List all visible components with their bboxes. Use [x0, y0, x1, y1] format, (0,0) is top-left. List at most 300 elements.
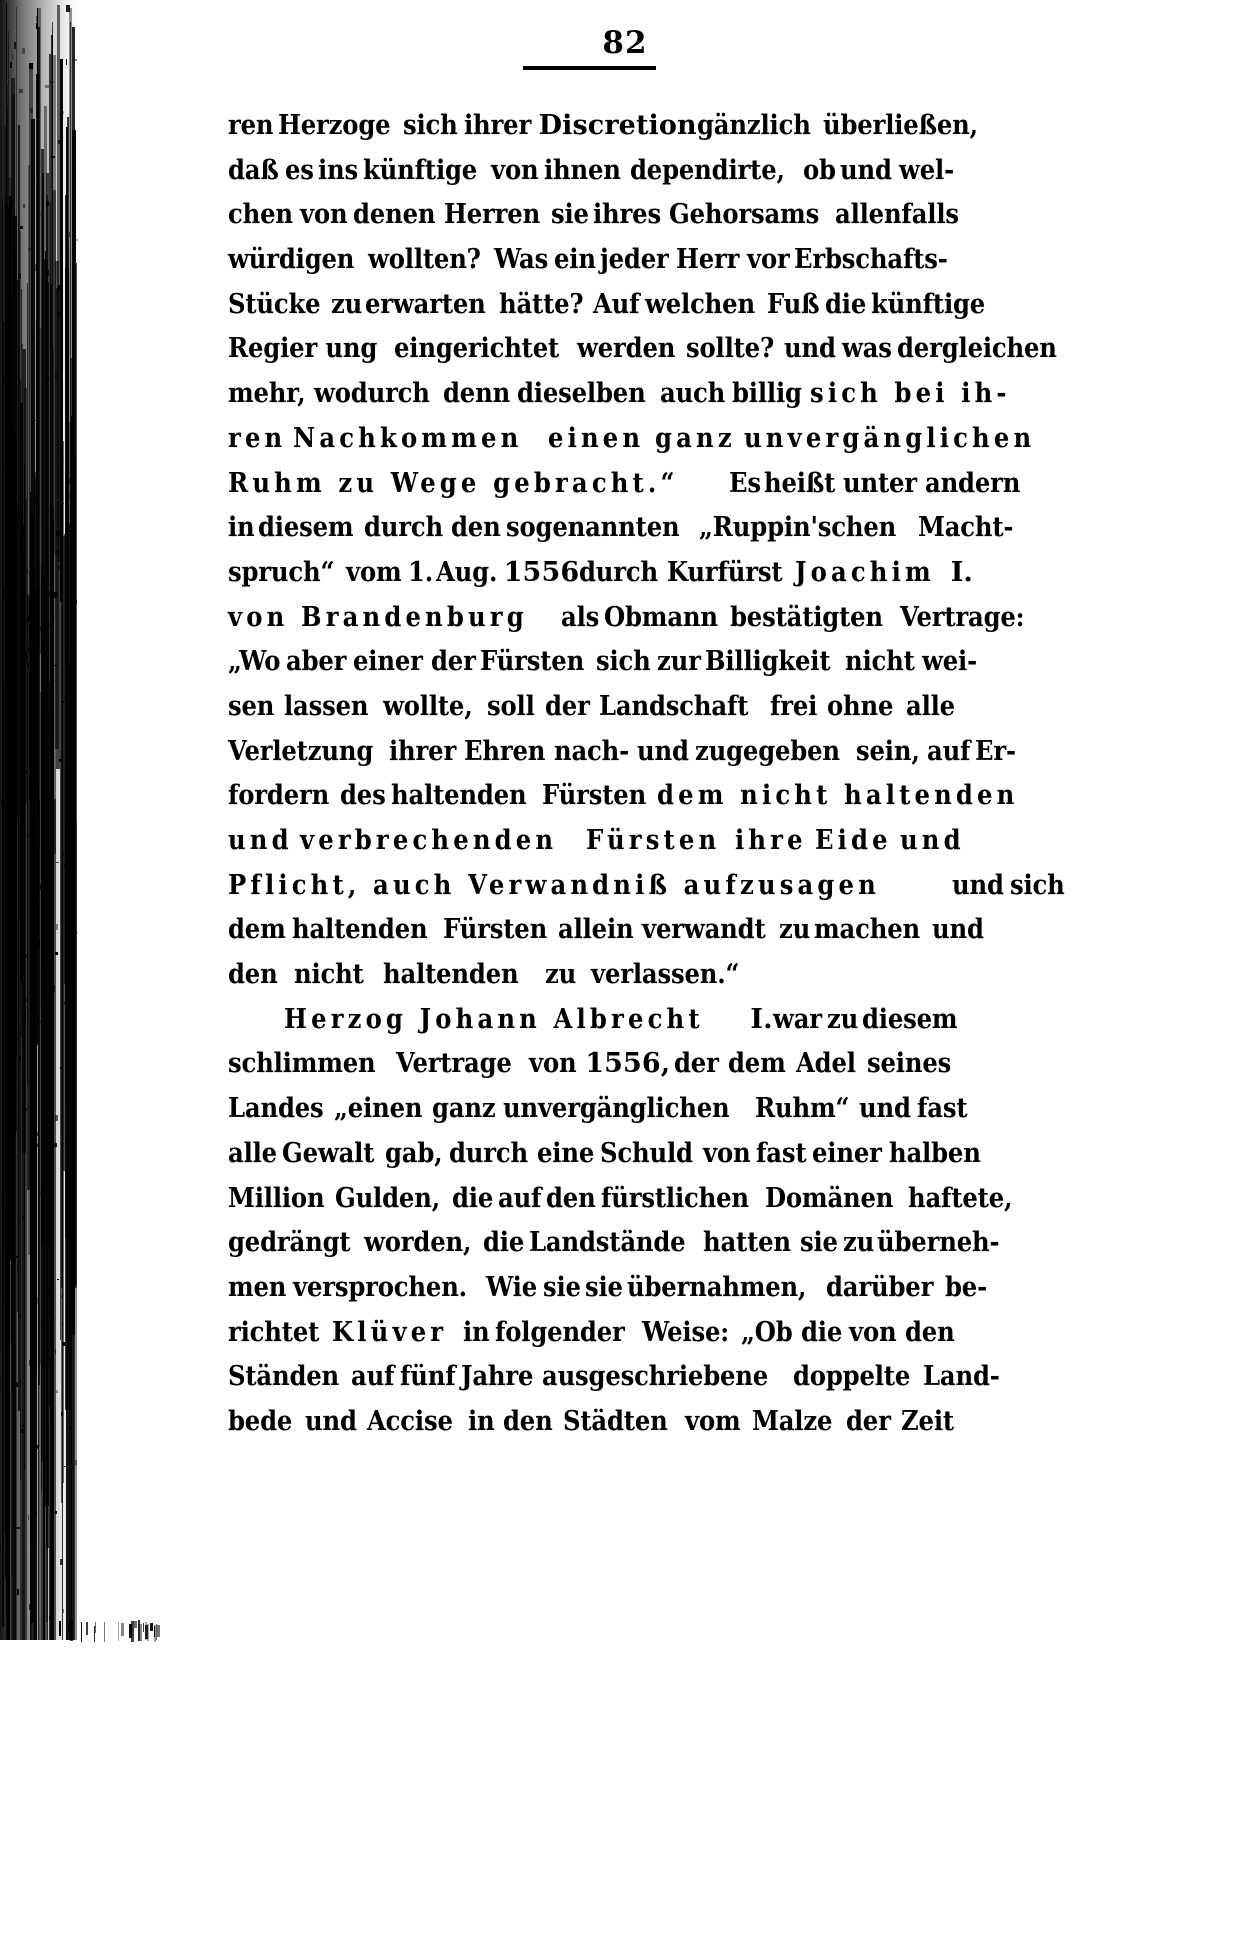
fraktur-run: lassen	[284, 690, 369, 722]
fraktur-run: Fürsten	[541, 780, 646, 812]
gutter-shadow	[0, 0, 78, 1640]
gutter-speckle	[36, 688, 37, 689]
gutter-speckle	[3, 525, 5, 530]
gutter-speckle	[61, 1295, 63, 1298]
fraktur-run: als	[561, 601, 600, 633]
fraktur-run: zur	[656, 646, 701, 678]
text-line	[228, 417, 1036, 462]
gutter-speckle	[10, 389, 14, 395]
gutter-speckle	[61, 701, 64, 703]
fraktur-run: in	[228, 512, 255, 544]
gutter-speckle	[26, 834, 29, 836]
emphasis-run: Ruhm zu Wege gebracht.“	[228, 467, 679, 499]
emphasis-run: Herzog Johann Albrecht	[284, 1003, 704, 1035]
gutter-speckle	[26, 999, 29, 1003]
fraktur-run: Fuß	[767, 288, 820, 320]
gutter-speckle	[22, 1119, 25, 1121]
gutter-speckle	[33, 1512, 36, 1516]
gutter-speckle	[73, 599, 77, 604]
fraktur-run: und	[931, 914, 984, 946]
gutter-speckle	[32, 1077, 36, 1081]
gutter-speckle	[49, 1122, 52, 1128]
fraktur-run: Verletzung	[228, 735, 374, 767]
fraktur-run: Million	[228, 1182, 325, 1214]
fraktur-run: den	[545, 1182, 596, 1214]
gutter-speckle	[26, 653, 27, 659]
gutter-speckle	[39, 214, 42, 216]
emphasis-run: Eide	[814, 825, 892, 856]
fraktur-run: hatten	[702, 1227, 791, 1259]
gutter-speckle	[28, 248, 32, 251]
fraktur-run: hätte?	[499, 288, 584, 320]
text-line	[228, 283, 986, 328]
fraktur-run: auf	[351, 1361, 395, 1393]
text-line	[228, 998, 960, 1043]
fraktur-run: dependirte,	[630, 154, 786, 186]
fraktur-run: gedrängt	[228, 1227, 351, 1259]
fraktur-run: aber	[286, 646, 347, 678]
gutter-speckle	[46, 1466, 49, 1472]
gutter-speckle	[31, 870, 33, 876]
text-line	[228, 774, 1019, 819]
fraktur-run: Domänen	[765, 1182, 894, 1214]
gutter-speckle	[9, 790, 11, 794]
gutter-speckle	[33, 1600, 35, 1601]
emphasis-run: und	[228, 825, 293, 856]
fraktur-run: Gulden,	[335, 1182, 441, 1214]
fraktur-run: auf	[497, 1182, 541, 1214]
gutter-speckle	[72, 485, 75, 490]
gutter-speckle	[59, 759, 61, 762]
gutter-speckle	[2, 377, 5, 384]
gutter-speckle	[44, 1307, 45, 1314]
gutter-speckle	[49, 584, 53, 587]
fraktur-run: zu	[330, 288, 362, 320]
gutter-speckle	[22, 1425, 25, 1428]
gutter-speckle	[5, 738, 8, 741]
fraktur-run: von	[300, 199, 348, 231]
fraktur-run: haltenden	[292, 914, 428, 946]
gutter-speckle	[23, 204, 25, 209]
gutter-speckle	[16, 755, 18, 760]
gutter-speckle	[5, 884, 7, 888]
emphasis-run: Pflicht, auch Verwandniß aufzusagen	[228, 869, 880, 901]
gutter-speckle	[63, 503, 65, 504]
emphasis-run: dem nicht haltenden	[657, 780, 1019, 812]
gutter-speckle	[49, 735, 52, 740]
gutter-streak	[150, 1623, 153, 1631]
text-line	[228, 1132, 982, 1177]
gutter-speckle	[73, 1091, 75, 1097]
fraktur-run: Ehren	[463, 735, 546, 767]
fraktur-run: durch	[363, 512, 443, 544]
gutter-speckle	[51, 757, 55, 758]
gutter-speckle	[64, 696, 66, 698]
gutter-speckle	[73, 462, 75, 468]
fraktur-run: verwandt	[642, 914, 766, 946]
text-line	[228, 551, 973, 596]
fraktur-run: und	[952, 869, 1005, 901]
gutter-speckle	[19, 89, 23, 93]
fraktur-run: Regier ung	[228, 333, 378, 365]
fraktur-run: machen	[813, 914, 920, 946]
emphasis-run: einen	[547, 422, 644, 454]
gutter-streak	[157, 1625, 160, 1637]
gutter-speckle	[11, 248, 13, 254]
gutter-streak	[134, 1621, 137, 1628]
gutter-speckle	[3, 1300, 7, 1305]
gutter-streak	[59, 1621, 62, 1637]
gutter-speckle	[66, 142, 68, 149]
gutter-speckle	[16, 1527, 20, 1528]
gutter-speckle	[70, 748, 71, 751]
gutter-speckle	[2, 718, 4, 721]
fraktur-run: nicht	[294, 959, 365, 991]
fraktur-run: Kurfürst	[667, 556, 783, 588]
gutter-speckle	[57, 312, 60, 316]
gutter-speckle	[8, 1001, 9, 1007]
fraktur-run: fast	[916, 1093, 968, 1125]
text-line	[228, 1266, 988, 1311]
gutter-speckle	[20, 226, 23, 229]
fraktur-run: Macht‐	[918, 512, 1014, 544]
gutter-speckle	[45, 85, 49, 88]
fraktur-run: welchen	[644, 288, 755, 320]
text-line	[228, 1177, 1012, 1222]
fraktur-run: Adel	[796, 1048, 856, 1080]
fraktur-run: bede	[228, 1405, 293, 1437]
fraktur-run: einer	[811, 1137, 882, 1169]
fraktur-run: sie	[584, 1271, 623, 1303]
gutter-speckle	[57, 1279, 59, 1281]
gutter-speckle	[17, 731, 18, 733]
text-line	[228, 1400, 960, 1445]
gutter-speckle	[32, 620, 34, 622]
gutter-speckle	[6, 949, 9, 950]
text-line	[228, 1355, 1000, 1400]
gutter-speckle	[33, 846, 34, 851]
gutter-speckle	[67, 1139, 68, 1145]
fraktur-run: zu	[842, 1227, 874, 1259]
gutter-speckle	[71, 1115, 73, 1117]
emphasis-run: ihre	[734, 825, 807, 856]
fraktur-run: doppelte	[792, 1361, 910, 1393]
fraktur-run: den	[904, 1316, 955, 1348]
gutter-speckle	[21, 592, 25, 598]
fraktur-run: „Wo	[228, 646, 281, 678]
fraktur-run: Aug.	[435, 556, 497, 588]
gutter-speckle	[15, 1382, 18, 1388]
gutter-speckle	[47, 377, 49, 381]
gutter-speckle	[75, 239, 78, 240]
gutter-speckle	[35, 1132, 39, 1136]
gutter-streak	[86, 1622, 89, 1635]
fraktur-run: sich	[595, 646, 651, 678]
gutter-speckle	[66, 59, 68, 65]
fraktur-run: Zeit	[901, 1405, 955, 1437]
fraktur-run: die	[451, 1182, 493, 1214]
gutter-speckle	[15, 774, 17, 779]
gutter-speckle	[58, 140, 61, 144]
fraktur-run: spruch“	[228, 556, 335, 588]
gutter-streak	[147, 1624, 149, 1641]
fraktur-run: Malze	[751, 1405, 832, 1437]
gutter-speckle	[65, 960, 66, 964]
gutter-speckle	[16, 511, 20, 516]
gutter-speckle	[2, 829, 4, 835]
fraktur-run: Billigkeit	[705, 646, 831, 678]
gutter-speckle	[68, 494, 71, 498]
gutter-speckle	[60, 1559, 63, 1565]
fraktur-run: haltenden	[391, 780, 527, 812]
fraktur-run: allein	[558, 914, 634, 946]
text-line	[228, 1311, 960, 1356]
gutter-speckle	[55, 1511, 57, 1514]
gutter-speckle	[29, 1360, 32, 1366]
gutter-speckle	[71, 757, 73, 758]
fraktur-run: sich	[1009, 869, 1065, 901]
gutter-streak	[95, 1622, 96, 1634]
gutter-speckle	[22, 953, 26, 958]
fraktur-run: den	[451, 512, 501, 544]
scan-gutter-artifact	[0, 0, 78, 1640]
gutter-speckle	[75, 932, 78, 933]
fraktur-run: in	[468, 1405, 495, 1437]
antiqua-run: I.	[950, 556, 973, 588]
fraktur-run: von	[703, 1137, 751, 1169]
gutter-speckle	[53, 1143, 57, 1147]
gutter-speckle	[30, 1268, 31, 1272]
fraktur-run: Er‐	[974, 735, 1016, 767]
fraktur-run: halben	[889, 1137, 982, 1169]
fraktur-run: wodurch	[314, 378, 430, 410]
gutter-speckle	[32, 484, 34, 488]
fraktur-run: zu	[779, 914, 811, 946]
text-line	[228, 462, 1021, 507]
gutter-speckle	[31, 230, 32, 235]
fraktur-run: und	[859, 1093, 912, 1125]
gutter-speckle	[40, 626, 43, 631]
fraktur-run: Wie	[486, 1271, 538, 1303]
fraktur-run: wollte,	[382, 690, 473, 722]
gutter-speckle	[42, 215, 43, 218]
fraktur-run: die	[483, 1227, 525, 1259]
fraktur-run: zu	[545, 959, 577, 991]
fraktur-run: chen	[228, 199, 293, 231]
header-rule	[523, 66, 656, 70]
emphasis-run: verbrechenden	[299, 825, 558, 856]
gutter-speckle	[10, 62, 12, 69]
fraktur-run: seines	[866, 1048, 951, 1080]
gutter-streak	[121, 1623, 124, 1636]
gutter-speckle	[61, 1412, 62, 1417]
fraktur-run: eingerichtet	[393, 333, 559, 365]
gutter-speckle	[52, 985, 55, 991]
gutter-speckle	[2, 620, 4, 623]
gutter-speckle	[41, 1061, 44, 1063]
gutter-speckle	[7, 1043, 9, 1045]
antiqua-run: I.	[750, 1003, 773, 1035]
gutter-speckle	[50, 1293, 51, 1297]
fraktur-run: künftige	[363, 154, 478, 186]
gutter-speckle	[17, 1589, 18, 1596]
gutter-speckle	[12, 1291, 15, 1296]
gutter-speckle	[18, 292, 20, 297]
fraktur-run: fürstlichen	[600, 1182, 749, 1214]
gutter-speckle	[44, 848, 45, 849]
fraktur-run: Herr	[676, 244, 740, 276]
emphasis-run: ren	[228, 422, 287, 454]
fraktur-run: sie	[542, 1271, 581, 1303]
gutter-speckle	[50, 81, 53, 83]
fraktur-run: heißt	[764, 467, 836, 499]
gutter-speckle	[61, 458, 64, 459]
fraktur-run: Auf	[593, 288, 640, 320]
fraktur-run: darüber	[826, 1271, 934, 1303]
text-line	[228, 506, 1014, 551]
gutter-speckle	[38, 939, 40, 946]
gutter-speckle	[1, 1195, 4, 1199]
gutter-speckle	[16, 1040, 17, 1046]
gutter-speckle	[62, 1322, 63, 1327]
fraktur-run: in	[462, 1316, 490, 1348]
fraktur-run: es	[285, 154, 314, 186]
gutter-speckle	[56, 924, 59, 931]
gutter-speckle	[39, 162, 41, 163]
fraktur-run: zugegeben	[695, 735, 840, 767]
fraktur-run: Vertrage	[395, 1048, 512, 1080]
fraktur-run: ihres	[593, 199, 662, 231]
gutter-speckle	[66, 5, 70, 12]
gutter-speckle	[69, 232, 71, 237]
fraktur-run: künftige	[870, 288, 986, 320]
fraktur-run: be‐	[945, 1271, 988, 1303]
gutter-speckle	[10, 369, 12, 370]
gutter-speckle	[52, 546, 54, 552]
gutter-speckle	[6, 1318, 9, 1322]
gutter-speckle	[4, 466, 5, 468]
gutter-speckle	[43, 903, 46, 908]
fraktur-run: daß	[228, 154, 279, 186]
emphasis-run: und	[899, 825, 965, 856]
fraktur-run: Accise	[367, 1405, 454, 1437]
fraktur-run: Fürsten	[480, 646, 585, 678]
gutter-speckle	[58, 565, 61, 570]
gutter-streak	[70, 1620, 73, 1641]
text-line	[228, 327, 1057, 372]
fraktur-run: der	[544, 690, 590, 722]
fraktur-run: die	[825, 288, 867, 320]
antiqua-run: Discretion	[538, 110, 697, 141]
fraktur-run: würdigen	[228, 244, 355, 276]
gutter-speckle	[30, 108, 34, 114]
fraktur-run: die	[801, 1316, 843, 1348]
gutter-speckle	[54, 592, 57, 598]
gutter-speckle	[44, 952, 47, 957]
gutter-speckle	[15, 1064, 17, 1066]
fraktur-run: verlassen.“	[590, 959, 740, 991]
gutter-speckle	[51, 1513, 52, 1518]
fraktur-run: wei‐	[922, 646, 977, 678]
fraktur-run: eine	[536, 1137, 594, 1169]
fraktur-run: den	[228, 959, 278, 991]
fraktur-run: schlimmen	[228, 1048, 376, 1080]
gutter-speckle	[55, 1115, 58, 1121]
gutter-speckle	[46, 201, 49, 206]
fraktur-run: haftete,	[907, 1182, 1012, 1214]
fraktur-run: haltenden	[383, 959, 519, 991]
gutter-speckle	[37, 933, 38, 936]
fraktur-run: men	[228, 1271, 287, 1303]
gutter-speckle	[69, 1426, 72, 1430]
gutter-speckle	[50, 1413, 52, 1419]
fraktur-run: dergleichen	[896, 333, 1057, 365]
fraktur-run: Was	[493, 244, 548, 276]
gutter-speckle	[38, 887, 42, 889]
fraktur-run: was	[841, 333, 892, 365]
fraktur-run: war	[772, 1003, 822, 1035]
fraktur-run: Gewalt	[282, 1137, 375, 1169]
gutter-speckle	[42, 708, 44, 713]
gutter-speckle	[17, 1015, 18, 1017]
gutter-speckle	[9, 236, 12, 243]
fraktur-run: wollten?	[368, 244, 482, 276]
text-line	[228, 104, 978, 149]
folio-number: 82	[602, 25, 648, 61]
emphasis-run: Fürsten	[585, 825, 721, 856]
gutter-speckle	[47, 1034, 50, 1040]
gutter-speckle	[47, 1165, 50, 1171]
gutter-speckle	[29, 1604, 33, 1610]
text-line	[228, 953, 960, 998]
fraktur-run: ihnen	[544, 154, 622, 186]
fraktur-run: überneh‐	[877, 1227, 1000, 1259]
fraktur-run: Erbschafts‐	[794, 244, 948, 276]
fraktur-run: diesem	[257, 512, 353, 544]
gutter-speckle	[35, 264, 38, 270]
fraktur-run: „Ob	[741, 1316, 793, 1348]
text-line	[228, 372, 1011, 417]
fraktur-run: frei	[769, 690, 818, 722]
gutter-speckle	[56, 1390, 59, 1393]
gutter-speckle	[32, 949, 33, 955]
gutter-speckle	[21, 1429, 24, 1434]
fraktur-run: durch	[579, 556, 659, 588]
fraktur-run: diesem	[861, 1003, 957, 1035]
fraktur-run: andern	[925, 467, 1021, 499]
fraktur-run: zu	[826, 1003, 859, 1035]
gutter-speckle	[33, 179, 35, 181]
fraktur-run: Jahre	[461, 1361, 534, 1393]
antiqua-run: 1556,	[585, 1048, 671, 1080]
gutter-speckle	[55, 373, 57, 379]
gutter-speckle	[61, 111, 65, 114]
emphasis-run: Joachim	[795, 556, 936, 588]
fraktur-run: Landschaft	[599, 690, 749, 722]
gutter-speckle	[9, 1102, 11, 1108]
text-line	[228, 908, 984, 953]
gutter-speckle	[54, 665, 57, 667]
gutter-speckle	[58, 285, 60, 290]
emphasis-run: ganz	[654, 422, 736, 454]
gutter-speckle	[12, 198, 14, 200]
gutter-speckle	[23, 1108, 26, 1110]
gutter-speckle	[19, 1056, 21, 1061]
gutter-speckle	[17, 1263, 18, 1269]
gutter-speckle	[49, 591, 53, 597]
gutter-speckle	[55, 952, 58, 955]
fraktur-run: Stücke	[228, 288, 321, 320]
